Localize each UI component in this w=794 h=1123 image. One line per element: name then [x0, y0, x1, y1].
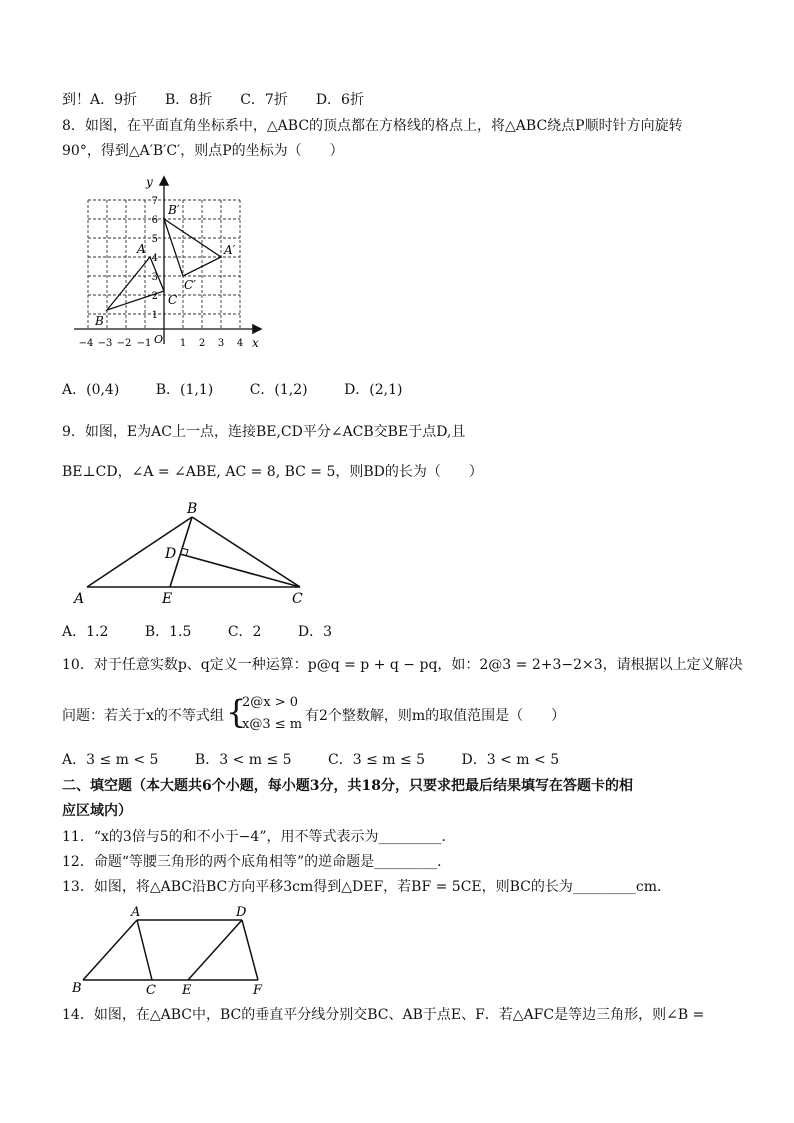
point-label-a: A — [137, 242, 146, 256]
point-label-c: C — [168, 293, 178, 307]
question-9-line-1: 9．如图，E为AC上一点，连接BE,CD平分∠ACB交BE于点D,且 — [62, 424, 466, 440]
x-tick: −4 — [78, 338, 94, 349]
x-tick: 3 — [217, 338, 225, 349]
x-tick: 1 — [179, 338, 187, 349]
question-14: 14．如图，在△ABC中，BC的垂直平分线分别交BC、AB于点E、F．若△AFC是等边三角形，则∠B = — [62, 1007, 705, 1023]
option-c: C．(1,2) — [249, 382, 308, 398]
x-axis-label: x — [252, 336, 259, 350]
point-label-e: E — [162, 591, 173, 607]
point-label-c: C — [292, 591, 303, 607]
question-8-line-1: 8．如图，在平面直角坐标系中，△ABC的顶点都在方格线的格点上，将△ABC绕点P顺时针方向旋转 — [62, 118, 683, 134]
point-label-b: B — [187, 501, 198, 517]
y-tick: 7 — [151, 196, 158, 207]
question-10-suffix: 有2个整数解，则m的取值范围是（ ） — [305, 708, 566, 724]
y-tick: 3 — [151, 272, 158, 283]
origin-label: O — [154, 333, 164, 346]
inequality-1: 2@x > 0 — [242, 695, 299, 710]
question-7-options: 到！A．9折 B．8折 C．7折 D．6折 — [62, 92, 364, 108]
y-tick: 4 — [151, 253, 158, 264]
triangle-a2b2c2 — [164, 219, 221, 276]
point-label-d: D — [236, 905, 247, 920]
point-label-f: F — [253, 983, 263, 995]
inequality-system-brace: { — [226, 693, 247, 731]
option-b: B．1.5 — [144, 624, 192, 640]
option-c: C．3 ≤ m ≤ 5 — [328, 752, 426, 768]
question-11: 11．“x的3倍与5的和不小于−4”，用不等式表示为_________． — [62, 829, 456, 845]
point-label-c-prime: C′ — [184, 278, 196, 292]
question-8-grid-figure — [60, 170, 270, 355]
option-d: D．(2,1) — [344, 382, 403, 398]
option-a: A．1.2 — [62, 624, 109, 640]
point-label-a: A — [131, 905, 141, 920]
option-c: C．2 — [227, 624, 262, 640]
option-b: B．3 < m ≤ 5 — [194, 752, 292, 768]
x-tick: −3 — [97, 338, 113, 349]
section-2-heading-line-1: 二、填空题（本大题共6个小题，每小题3分，共18分，只要求把最后结果填写在答题卡的相 — [62, 778, 633, 794]
option-b: B．(1,1) — [155, 382, 214, 398]
y-axis-label: y — [146, 175, 153, 189]
point-label-a-prime: A′ — [224, 243, 236, 257]
option-d: D．3 — [297, 624, 333, 640]
option-a: A．3 ≤ m < 5 — [62, 752, 159, 768]
point-label-a: A — [74, 591, 85, 607]
question-13-translation-figure — [60, 903, 280, 995]
section-2-heading-line-2: 应区域内） — [62, 803, 132, 819]
option-a: A．(0,4) — [62, 382, 120, 398]
question-8-options — [62, 380, 434, 400]
y-tick: 6 — [151, 215, 158, 226]
inequality-2: x@3 ≤ m — [242, 717, 303, 732]
question-10-line-1: 10．对于任意实数p、q定义一种运算：p@q = p + q − pq，如：2@3 = 2+3−2×3，请根据以上定义解决 — [62, 657, 743, 673]
triangle-abc — [107, 257, 164, 310]
x-tick: 4 — [236, 338, 244, 349]
point-label-b: B — [72, 981, 82, 995]
point-label-b: B — [95, 314, 104, 328]
x-tick: −2 — [116, 338, 132, 349]
question-10-prefix: 问题：若关于x的不等式组 — [62, 708, 224, 724]
question-12: 12．命题“等腰三角形的两个底角相等”的逆命题是_________． — [62, 854, 452, 870]
point-label-c: C — [146, 983, 156, 995]
question-13: 13．如图，将△ABC沿BC方向平移3cm得到△DEF，若BF = 5CE，则BC的长为_________cm． — [62, 879, 672, 895]
point-label-e: E — [182, 983, 192, 995]
question-9-triangle-figure — [60, 495, 320, 610]
x-tick: −1 — [136, 338, 152, 349]
y-tick: 1 — [151, 310, 158, 321]
y-tick: 5 — [151, 234, 158, 245]
point-label-b-prime: B′ — [168, 203, 180, 217]
question-9-options — [62, 622, 364, 642]
point-label-d: D — [165, 546, 177, 562]
question-10-options — [62, 750, 591, 770]
x-tick: 2 — [198, 338, 206, 349]
option-d: D．3 < m < 5 — [461, 752, 560, 768]
question-9-line-2: BE⊥CD，∠A = ∠ABE, AC = 8, BC = 5，则BD的长为（ ） — [62, 464, 483, 480]
y-tick: 2 — [151, 291, 158, 302]
question-8-line-2: 90°，得到△A′B′C′，则点P的坐标为（ ） — [62, 143, 344, 159]
